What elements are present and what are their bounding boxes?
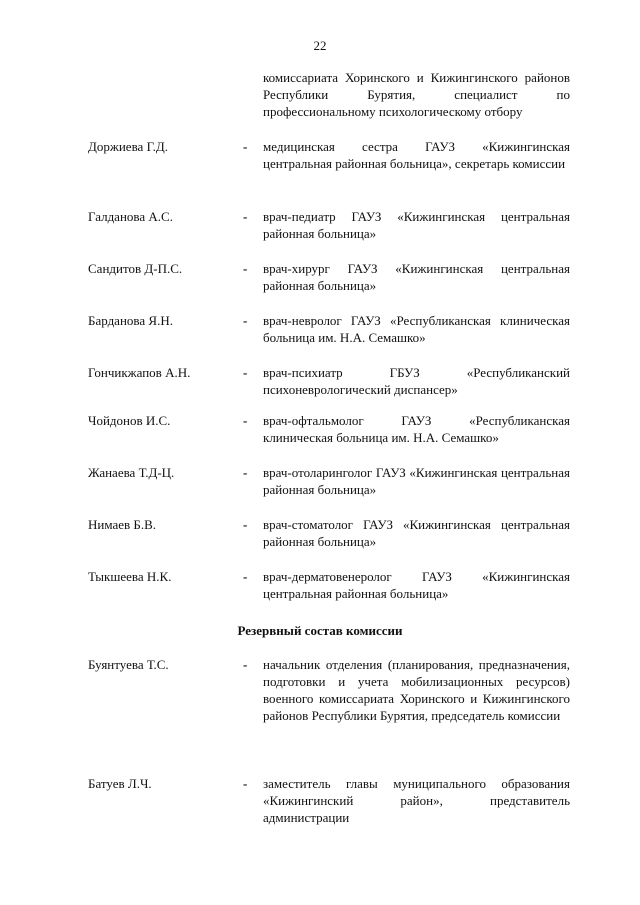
member-dash: -: [243, 517, 248, 532]
member-description: врач-педиатр ГАУЗ «Кижингинская центральная районная больница»: [263, 209, 570, 241]
member-name: Буянтуева Т.С.: [88, 657, 169, 672]
member-name: Барданова Я.Н.: [88, 313, 173, 328]
reserve-section-title: Резервный состав комиссии: [237, 623, 403, 638]
member-name: Чойдонов И.С.: [88, 413, 171, 428]
member-name: Тыкшеева Н.К.: [88, 569, 172, 584]
member-dash: -: [243, 313, 248, 328]
member-dash: -: [243, 776, 248, 791]
member-description: начальник отделения (планирования, предназначения, подготовки и учета мобилизационных ресурсов) военного комиссариата Хоринского и Кижингинского районов Республики Бурятия, председатель комиссии: [263, 657, 570, 723]
member-dash: -: [243, 261, 248, 276]
member-name: Нимаев Б.В.: [88, 517, 157, 532]
intro-continuation-text: комиссариата Хоринского и Кижингинского районов Республики Бурятия, специалист по профессиональному психологическому отбору: [263, 70, 570, 119]
member-dash: -: [243, 465, 248, 480]
member-description: врач-невролог ГАУЗ «Республиканская клиническая больница им. Н.А. Семашко»: [263, 313, 570, 345]
member-description: врач-психиатр ГБУЗ «Республиканский психоневрологический диспансер»: [263, 365, 570, 397]
member-dash: -: [243, 569, 248, 584]
member-description: медицинская сестра ГАУЗ «Кижингинская центральная районная больница», секретарь комиссии: [263, 139, 570, 171]
member-dash: -: [243, 209, 248, 224]
member-name: Доржиева Г.Д.: [88, 139, 168, 154]
member-name: Галданова А.С.: [88, 209, 173, 224]
member-name: Сандитов Д-П.С.: [88, 261, 183, 276]
member-description: врач-дерматовенеролог ГАУЗ «Кижингинская центральная районная больница»: [263, 569, 570, 601]
member-description: врач-стоматолог ГАУЗ «Кижингинская центральная районная больница»: [263, 517, 570, 549]
member-dash: -: [243, 365, 248, 380]
member-dash: -: [243, 413, 248, 428]
member-description: врач-хирург ГАУЗ «Кижингинская центральная районная больница»: [263, 261, 570, 293]
member-description: заместитель главы муниципального образования «Кижингинский район», представитель администрации: [263, 776, 570, 825]
member-name: Батуев Л.Ч.: [88, 776, 152, 791]
member-dash: -: [243, 139, 248, 154]
member-name: Гончикжапов А.Н.: [88, 365, 191, 380]
member-description: врач-офтальмолог ГАУЗ «Республиканская клиническая больница им. Н.А. Семашко»: [263, 413, 570, 445]
member-description: врач-отоларинголог ГАУЗ «Кижингинская центральная районная больница»: [263, 465, 570, 497]
member-name: Жанаева Т.Д-Ц.: [88, 465, 175, 480]
member-dash: -: [243, 657, 248, 672]
page-number: 22: [313, 38, 327, 53]
